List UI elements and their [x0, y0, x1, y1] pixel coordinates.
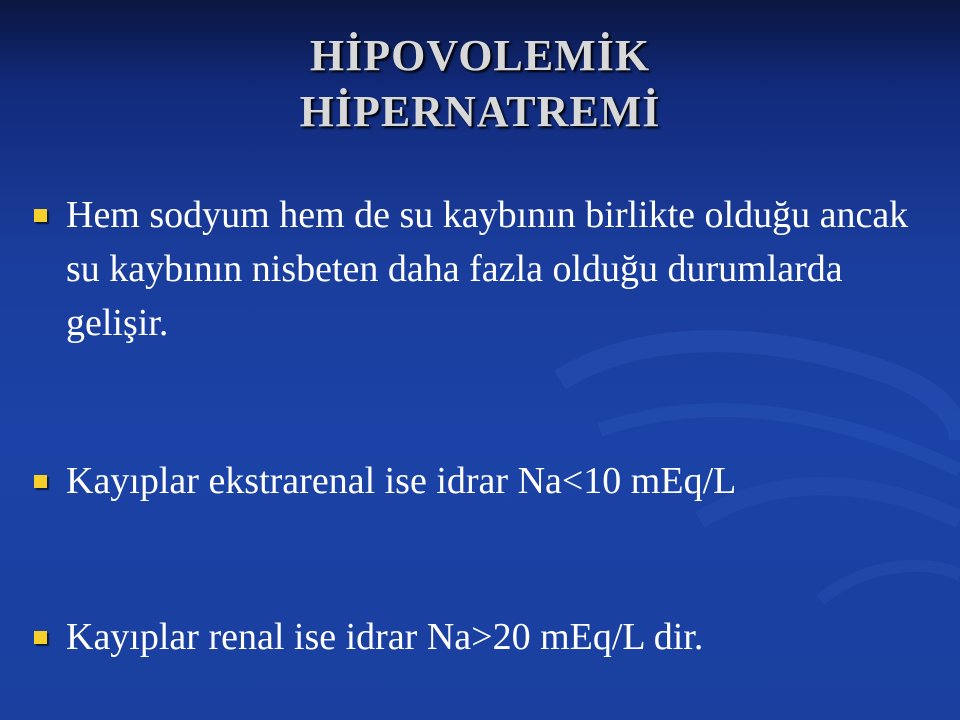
bullet-item	[30, 610, 930, 664]
slide-title	[0, 28, 960, 140]
square-bullet-icon	[34, 209, 47, 222]
bullet-text: Kayıplar renal ise idrar Na>20 mEq/L dir.	[66, 616, 704, 658]
bullet-item	[30, 454, 930, 508]
square-bullet-icon	[34, 631, 47, 644]
bullet-item	[30, 188, 930, 350]
bullet-text: Hem sodyum hem de su kaybının birlikte olduğu ancak su kaybının nisbeten daha fazla olduğu durumlarda gelişir.	[66, 194, 909, 344]
slide-title-line-2: HİPERNATREMİ	[299, 87, 661, 136]
bullet-text: Kayıplar ekstrarenal ise idrar Na<10 mEq/L	[66, 460, 737, 502]
bullet-list	[30, 188, 930, 664]
square-bullet-icon	[34, 475, 47, 488]
slide-title-line-1: HİPOVOLEMİK	[309, 31, 651, 80]
